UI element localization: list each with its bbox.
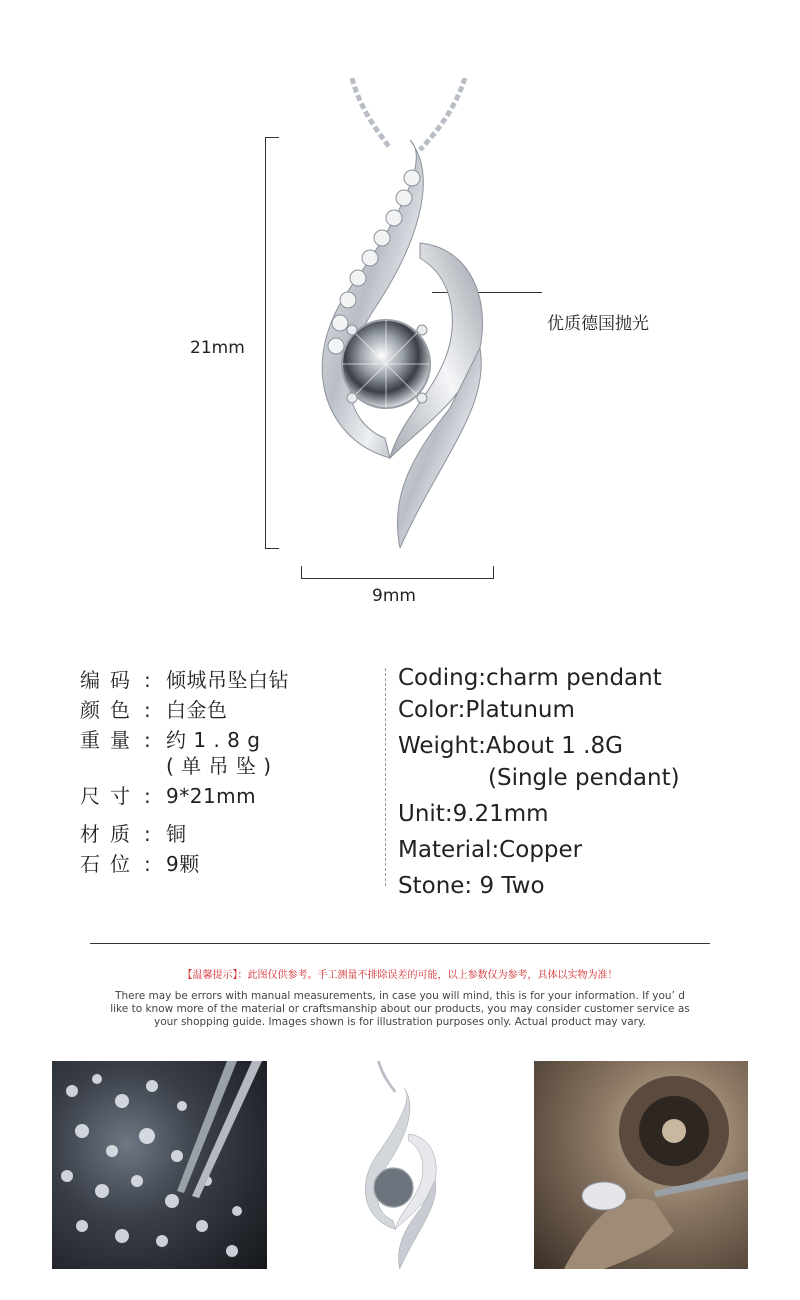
spec-row: 编码 : 倾城吊坠白钻 — [80, 668, 289, 692]
spec-color: Color:Platunum — [398, 697, 575, 723]
spec-material: Material:Copper — [398, 837, 583, 863]
spec-weight: Weight:About 1 .8G — [398, 733, 623, 759]
notice-english: There may be errors with manual measurements, in case you will mind, this is for your information. If you’ d like to know more of the material or craftsmanship about our products, you may consider customer service as your shopping guide. Images shown is for illustration purposes only. Actual product may vary. — [110, 990, 690, 1028]
spec-divider — [385, 668, 386, 886]
spec-row: 颜色 : 白金色 — [80, 698, 228, 722]
spec-weight-note: (Single pendant) — [488, 765, 680, 791]
spec-unit: Unit:9.21mm — [398, 801, 549, 827]
spec-row: ( 单 吊 坠 ) — [166, 754, 272, 778]
specs-english — [398, 662, 778, 902]
callout-text: 优质德国抛光 — [547, 314, 649, 334]
height-dimension-tick-bottom — [265, 548, 279, 549]
spec-coding: Coding:charm pendant — [398, 665, 662, 691]
specs-chinese — [80, 665, 380, 879]
craftsman-photo — [534, 1061, 748, 1269]
height-dimension-tick-top — [265, 137, 279, 138]
notice-chinese: 【温馨提示】：此图仅供参考。手工测量不排除误差的可能，以上参数仅为参考，具体以实物为准！ — [182, 970, 618, 981]
section-divider — [90, 943, 710, 944]
spec-row: 尺寸 : 9*21mm — [80, 784, 257, 808]
spec-row: 重量 : 约 1 . 8 g — [80, 728, 261, 752]
height-dimension-line — [265, 137, 266, 549]
pendant-image — [290, 78, 500, 548]
spec-stone: Stone: 9 Two — [398, 873, 545, 899]
width-dimension-line — [301, 578, 494, 579]
height-dimension-label: 21mm — [190, 338, 245, 358]
spec-row: 材质 : 铜 — [80, 822, 187, 846]
diamonds-photo — [52, 1061, 267, 1269]
width-dimension-tick-left — [301, 566, 302, 579]
width-dimension-tick-right — [493, 566, 494, 579]
spec-row: 石位 : 9颗 — [80, 852, 200, 876]
width-dimension-label: 9mm — [372, 586, 416, 606]
pendant-thumbnail — [345, 1061, 450, 1269]
